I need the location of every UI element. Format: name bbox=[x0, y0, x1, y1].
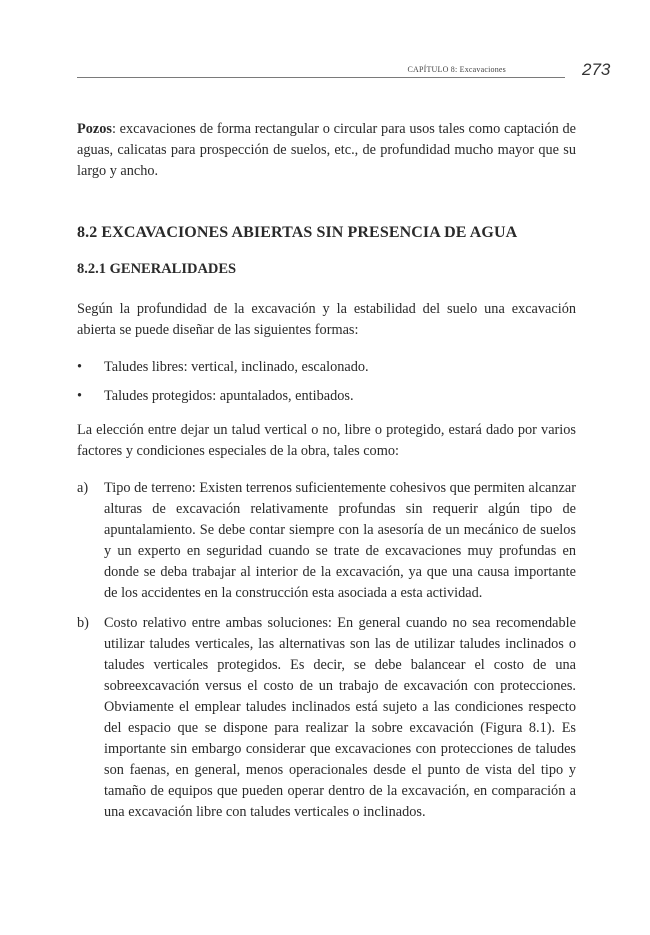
lettered-item bbox=[77, 478, 576, 604]
paragraph-factors: La elección entre dejar un talud vertical o no, libre o protegido, estará dado por varios factores y condiciones especiales de la obra, tales como: bbox=[77, 422, 576, 459]
bullet-mark: • bbox=[77, 388, 83, 404]
running-header-chapter: CAPÍTULO 8: Excavaciones bbox=[407, 65, 506, 74]
bullet-list bbox=[77, 357, 576, 407]
intro-text: : excavaciones de forma rectangular o circular para usos tales como captación de aguas, calicatas para prospección de suelos, etc., de profundidad mucho mayor que su largo y ancho. bbox=[77, 121, 576, 179]
page-header bbox=[77, 60, 611, 82]
lettered-list bbox=[77, 478, 576, 823]
page-number: 273 bbox=[582, 60, 611, 79]
paragraph-design-forms: Según la profundidad de la excavación y la estabilidad del suelo una excavación abierta se puede diseñar de las siguientes formas: bbox=[77, 301, 576, 338]
intro-term: Pozos bbox=[77, 121, 112, 137]
bullet-item bbox=[77, 386, 576, 407]
bullet-mark: • bbox=[77, 359, 83, 375]
item-text: Tipo de terreno: Existen terrenos suficientemente cohesivos que permiten alcanzar alturas de excavación relativamente profundas sin requerir algún tipo de apuntalamiento. Se debe contar siempre con la asesoría de un mecánico de suelos y un experto en seguridad cuando se trate de excavaciones muy profundas en donde se deba trabajar al interior de la excavación, ya que una causa importante de los accidentes en la construcción esta asociada a esta actividad. bbox=[104, 480, 576, 601]
item-letter: a) bbox=[77, 480, 89, 496]
item-text: Costo relativo entre ambas soluciones: En general cuando no sea recomendable utilizar taludes verticales, las alternativas son las de utilizar taludes inclinados o taludes verticales protegidos. Es decir, se debe balancear el costo de una sobreexcavación versus el costo de un trabajo de excavación con protecciones. Obviamente el emplear taludes inclinados está sujeto a las condiciones respecto del espacio que se dispone para realizar la sobre excavación (Figura 8.1). Es importante sin embargo considerar que excavaciones con protecciones de taludes son faenas, en general, menos operacionales desde el punto de vista del tipo y tamaño de equipos que pueden operar dentro de la excavación, en comparación a una excavación libre con taludes verticales o inclinados. bbox=[104, 615, 576, 820]
lettered-item bbox=[77, 613, 576, 823]
bullet-item bbox=[77, 357, 576, 378]
bullet-text: Taludes protegidos: apuntalados, entibados. bbox=[104, 388, 354, 404]
section-heading: 8.2 EXCAVACIONES ABIERTAS SIN PRESENCIA DE AGUA bbox=[77, 224, 518, 241]
page-body bbox=[77, 119, 576, 832]
subsection-heading: 8.2.1 GENERALIDADES bbox=[77, 261, 237, 277]
intro-paragraph bbox=[77, 119, 576, 182]
bullet-text: Taludes libres: vertical, inclinado, escalonado. bbox=[104, 359, 369, 375]
item-letter: b) bbox=[77, 615, 89, 631]
header-rule bbox=[77, 77, 565, 78]
